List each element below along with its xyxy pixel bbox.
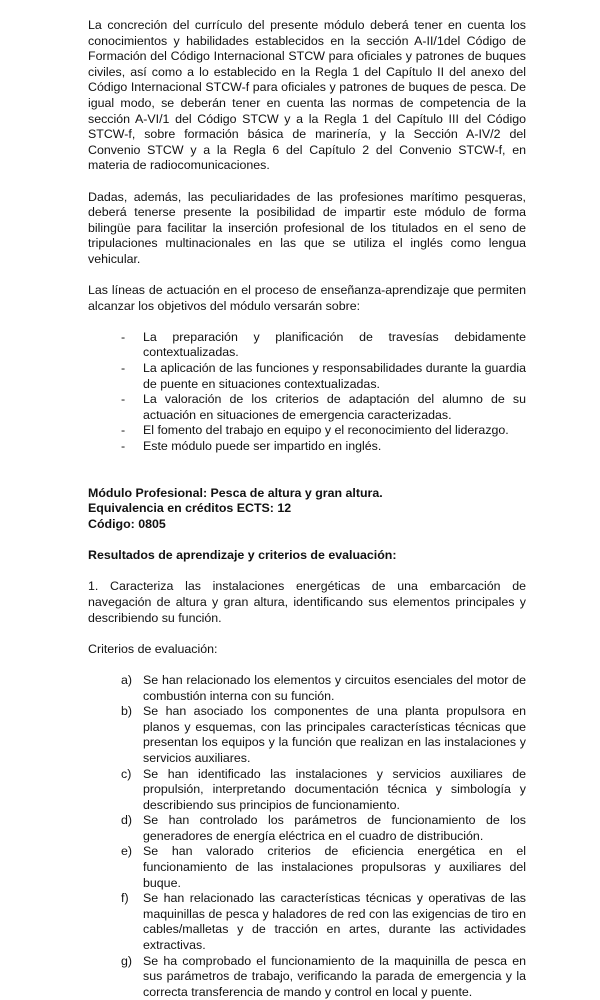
criterion-marker: f) (121, 891, 129, 906)
list-item-text: El fomento del trabajo en equipo y el reconocimiento del liderazgo. (143, 423, 509, 438)
list-item-text: La preparación y planificación de travesías debidamente contextualizadas. (143, 329, 526, 360)
criterion-marker: g) (121, 953, 133, 968)
lines-of-action-list (88, 330, 526, 455)
criterion-text: Se han valorado criterios de eficiencia energética en el funcionamiento de las instalaciones propulsoras y auxiliares del buque. (143, 844, 526, 890)
criterion-item (88, 891, 526, 953)
list-item (88, 392, 526, 423)
criterion-text: Se han identificado las instalaciones y servicios auxiliares de propulsión, interpretando documentación técnica y simbología y describiendo sus principios de funcionamiento. (143, 766, 526, 812)
list-marker: - (121, 361, 126, 376)
criteria-label: Criterios de evaluación: (88, 641, 218, 656)
module-code: Código: 0805 (88, 517, 166, 531)
list-marker: - (121, 392, 126, 407)
list-item (88, 439, 526, 455)
module-title: Módulo Profesional: Pesca de altura y gran altura. (88, 485, 383, 500)
criterion-text: Se han controlado los parámetros de funcionamiento de los generadores de energía eléctrica en el cuadro de distribución. (143, 813, 526, 843)
criterion-marker: a) (121, 672, 133, 687)
results-heading: Resultados de aprendizaje y criterios de evaluación: (88, 548, 397, 563)
list-item-text: La aplicación de las funciones y responsabilidades durante la guardia de puente en situaciones contextualizadas. (143, 361, 526, 391)
criterion-text: Se han asociado los componentes de una planta propulsora en planos y esquemas, con las principales características técnicas que presentan los equipos y la función que realizan en las instalaciones y servicios auxiliares. (143, 704, 526, 765)
list-item-text: La valoración de los criterios de adaptación del alumno de su actuación en situaciones de emergencia caracterizadas. (143, 392, 526, 422)
criterion-item (88, 767, 526, 814)
criterion-item (88, 844, 526, 891)
module-ects: Equivalencia en créditos ECTS: 12 (88, 501, 292, 516)
list-marker: - (121, 439, 126, 454)
document-page (88, 18, 526, 1000)
criterion-marker: e) (121, 844, 133, 859)
criteria-list (88, 673, 526, 1000)
intro-paragraph-1: La concreción del currículo del presente módulo deberá tener en cuenta los conocimientos y habilidades establecidos en la sección A-II/1del Código de Formación del Código Internacional STCW para oficiales y patrones de buques civiles, así como a lo establecido en la Regla 1 del Capítulo II del anexo del Código Internacional STCW-f para oficiales y patrones de buques de pesca. De igual modo, se deberán tener en cuenta las normas de competencia de la sección A-VI/1 del Código STCW y a la Regla 1 del Capítulo III del Código STCW-f, sobre formación básica de marinería, y la Sección A-IV/2 del Convenio STCW y a la Regla 6 del Capítulo 2 del Convenio STCW-f, en materia de radiocomunicaciones. (88, 18, 526, 173)
criterion-marker: d) (121, 813, 133, 828)
intro-paragraph-3: Las líneas de actuación en el proceso de enseñanza-aprendizaje que permiten alcanzar los objetivos del módulo versarán sobre: (88, 283, 526, 313)
criterion-marker: b) (121, 704, 133, 719)
criterion-text: Se han relacionado los elementos y circuitos esenciales del motor de combustión interna con su función. (143, 672, 526, 703)
list-item (88, 361, 526, 392)
criterion-item (88, 954, 526, 1000)
learning-result-1: 1. Caracteriza las instalaciones energéticas de una embarcación de navegación de altura y gran altura, identificando sus elementos principales y describiendo su función. (88, 579, 526, 625)
criterion-text: Se ha comprobado el funcionamiento de la maquinilla de pesca en sus parámetros de trabajo, verificando la parada de emergencia y la correcta transferencia de mando y control en local y puente. (143, 953, 526, 999)
criterion-item (88, 813, 526, 844)
list-item-text: Este módulo puede ser impartido en inglés. (143, 439, 382, 454)
criterion-item (88, 704, 526, 766)
criterion-item (88, 673, 526, 704)
intro-paragraph-2: Dadas, además, las peculiaridades de las profesiones marítimo pesqueras, deberá tenerse presente la posibilidad de impartir este módulo de forma bilingüe para facilitar la inserción profesional de los titulados en el seno de tripulaciones multinacionales en las que se utiliza el inglés como lengua vehicular. (88, 189, 526, 266)
list-marker: - (121, 423, 126, 438)
list-item (88, 423, 526, 439)
criterion-text: Se han relacionado las características técnicas y operativas de las maquinillas de pesca y haladores de red con las exigencias de tiro en cables/malletas y de tracción en artes, durante las actividades extractivas. (143, 891, 526, 953)
list-item (88, 330, 526, 361)
list-marker: - (121, 329, 126, 344)
criterion-marker: c) (121, 766, 132, 781)
